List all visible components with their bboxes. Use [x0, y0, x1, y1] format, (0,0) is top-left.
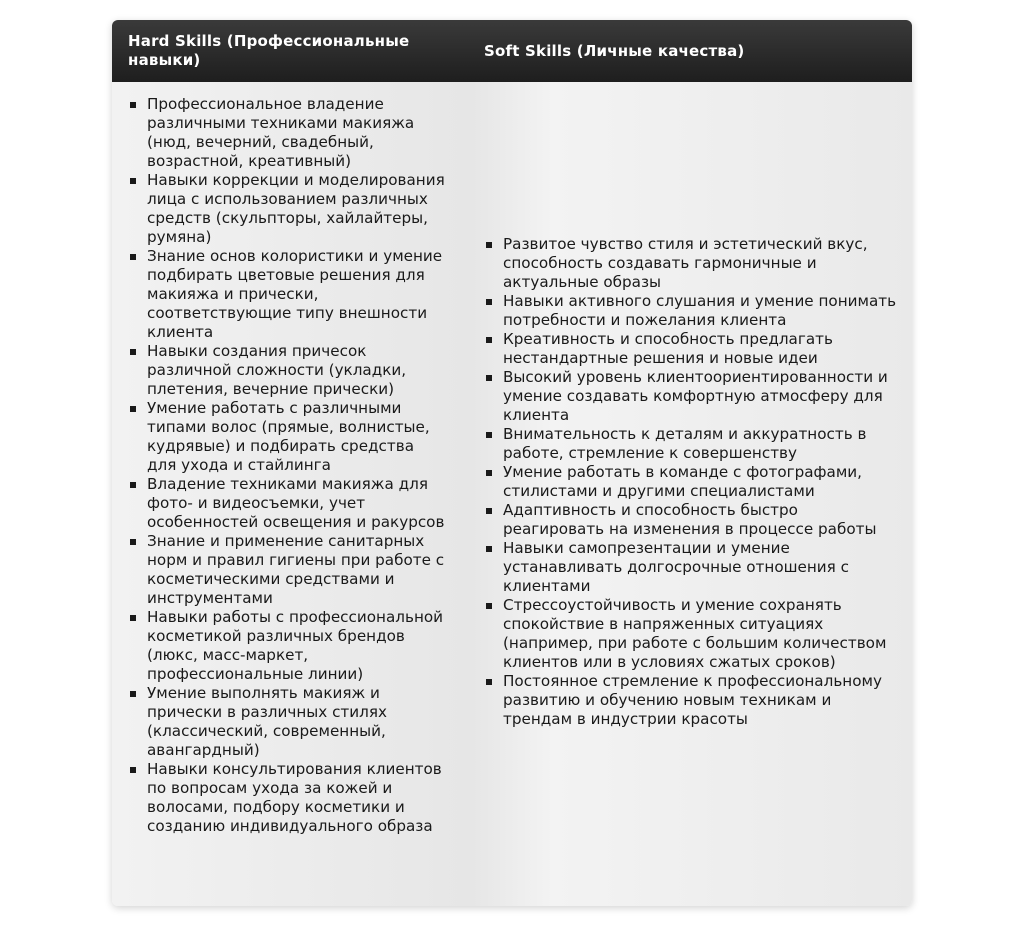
skill-text: Развитое чувство стиля и эстетический вкус, способность создавать гармоничные и актуальные образы: [503, 235, 868, 291]
skill-text: Адаптивность и способность быстро реагировать на изменения в процессе работы: [503, 501, 877, 538]
soft-skill-item: [484, 425, 898, 463]
square-bullet-icon: [130, 482, 136, 488]
hard-skill-item: [128, 532, 447, 608]
soft-skill-item: [484, 463, 898, 501]
soft-skill-item: [484, 539, 898, 596]
square-bullet-icon: [486, 603, 492, 609]
soft-skills-list: [484, 235, 898, 729]
hard-skill-item: [128, 608, 447, 684]
skill-text: Навыки работы с профессиональной косметикой различных брендов (люкс, масс-маркет, профессиональные линии): [147, 608, 444, 683]
hard-skill-item: [128, 247, 447, 342]
table-header-row: [112, 20, 912, 82]
soft-skill-item: [484, 596, 898, 672]
soft-skill-item: [484, 292, 898, 330]
square-bullet-icon: [486, 242, 492, 248]
skill-text: Навыки активного слушания и умение понимать потребности и пожелания клиента: [503, 292, 897, 329]
skill-text: Внимательность к деталям и аккуратность в работе, стремление к совершенству: [503, 425, 867, 462]
hard-skill-item: [128, 399, 447, 475]
square-bullet-icon: [486, 299, 492, 305]
square-bullet-icon: [486, 679, 492, 685]
square-bullet-icon: [486, 470, 492, 476]
square-bullet-icon: [486, 432, 492, 438]
skill-text: Креативность и способность предлагать нестандартные решения и новые идеи: [503, 330, 833, 367]
skill-text: Постоянное стремление к профессиональному развитию и обучению новым техникам и трендам в индустрии красоты: [503, 672, 882, 728]
square-bullet-icon: [130, 767, 136, 773]
square-bullet-icon: [486, 375, 492, 381]
skill-text: Навыки консультирования клиентов по вопросам ухода за кожей и волосами, подбору косметики и созданию индивидуального образа: [147, 760, 442, 835]
skill-text: Высокий уровень клиентоориентированности и умение создавать комфортную атмосферу для клиента: [503, 368, 888, 424]
skill-text: Знание и применение санитарных норм и правил гигиены при работе с косметическими средствами и инструментами: [147, 532, 445, 607]
square-bullet-icon: [130, 178, 136, 184]
header-hard-skills: Hard Skills (Профессиональные навыки): [128, 32, 410, 69]
square-bullet-icon: [130, 102, 136, 108]
skill-text: Умение работать с различными типами волос (прямые, волнистые, кудрявые) и подбирать средства для ухода и стайлинга: [147, 399, 430, 474]
hard-skill-item: [128, 475, 447, 532]
square-bullet-icon: [130, 539, 136, 545]
soft-skill-item: [484, 672, 898, 729]
square-bullet-icon: [130, 406, 136, 412]
hard-skills-list: [128, 95, 469, 836]
skill-text: Навыки самопрезентации и умение устанавливать долгосрочные отношения с клиентами: [503, 539, 849, 595]
hard-skill-item: [128, 760, 447, 836]
square-bullet-icon: [130, 615, 136, 621]
square-bullet-icon: [130, 254, 136, 260]
hard-skill-item: [128, 684, 447, 760]
square-bullet-icon: [130, 349, 136, 355]
hard-skill-item: [128, 95, 447, 171]
header-soft-skills: Soft Skills (Личные качества): [484, 41, 745, 60]
skill-text: Владение техниками макияжа для фото- и видеосъемки, учет особенностей освещения и ракурсов: [147, 475, 445, 531]
skill-text: Профессиональное владение различными техниками макияжа (нюд, вечерний, свадебный, возрастной, креативный): [147, 95, 415, 170]
hard-skill-item: [128, 171, 447, 247]
square-bullet-icon: [486, 508, 492, 514]
skills-table: [112, 20, 912, 906]
soft-skills-cell: [469, 82, 912, 906]
skill-text: Стрессоустойчивость и умение сохранять спокойствие в напряженных ситуациях (например, при работе с большим количеством клиентов или в условиях сжатых сроков): [503, 596, 887, 671]
soft-skill-item: [484, 501, 898, 539]
skill-text: Знание основ колористики и умение подбирать цветовые решения для макияжа и прически, соответствующие типу внешности клиента: [147, 247, 443, 341]
soft-skill-item: [484, 235, 898, 292]
square-bullet-icon: [486, 546, 492, 552]
soft-skill-item: [484, 330, 898, 368]
hard-skills-cell: [112, 82, 469, 906]
skill-text: Умение работать в команде с фотографами, стилистами и другими специалистами: [503, 463, 862, 500]
skill-text: Навыки создания причесок различной сложности (укладки, плетения, вечерние прически): [147, 342, 407, 398]
table-body-row: [112, 82, 912, 906]
soft-skill-item: [484, 368, 898, 425]
square-bullet-icon: [130, 691, 136, 697]
square-bullet-icon: [486, 337, 492, 343]
skill-text: Умение выполнять макияж и прически в различных стилях (классический, современный, авангардный): [147, 684, 387, 759]
skill-text: Навыки коррекции и моделирования лица с использованием различных средств (скульпторы, хайлайтеры, румяна): [147, 171, 445, 246]
hard-skill-item: [128, 342, 447, 399]
